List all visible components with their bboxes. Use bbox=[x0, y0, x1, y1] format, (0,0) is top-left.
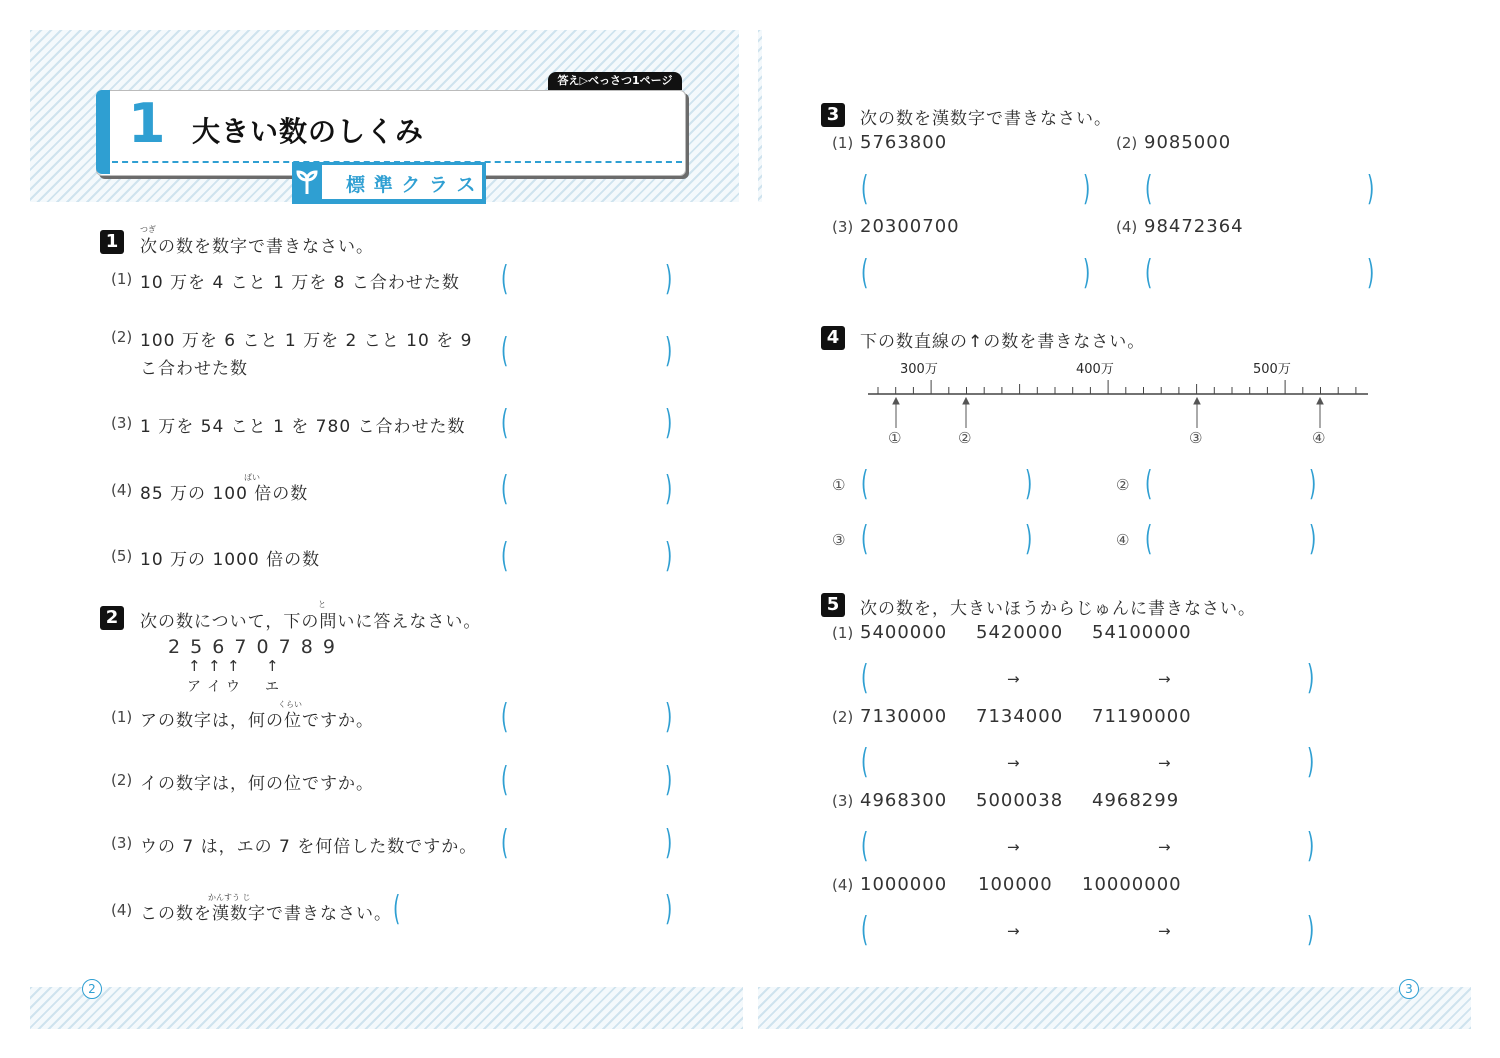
point-1-label: ① bbox=[888, 429, 902, 447]
s2-q3-no: (3) bbox=[111, 834, 133, 852]
section-2-ruby: と bbox=[318, 600, 326, 609]
s5-q3-no: (3) bbox=[832, 792, 854, 810]
s3-q1-text: 5763800 bbox=[860, 132, 948, 153]
s4-answer-3-label: ③ bbox=[832, 531, 846, 549]
s4-answer-1-label: ① bbox=[832, 476, 846, 494]
point-4-label: ④ bbox=[1312, 429, 1326, 447]
s3-q2-paren-close: ) bbox=[1366, 169, 1375, 209]
s1-q5-no: (5) bbox=[111, 547, 133, 565]
s5-q3-arrow-2: → bbox=[1158, 838, 1171, 856]
section-4-number: 4 bbox=[821, 326, 845, 350]
s2-q4-no: (4) bbox=[111, 901, 133, 919]
s5-q1-arrow-1: → bbox=[1007, 670, 1020, 688]
s1-q1-paren-close: ) bbox=[664, 259, 673, 299]
scale-label-500: 500万 bbox=[1253, 362, 1291, 377]
spine-strip bbox=[758, 30, 762, 202]
s5-q4-paren-close: ) bbox=[1306, 910, 1315, 950]
footer-band-left bbox=[30, 987, 743, 1029]
s3-q4-no: (4) bbox=[1116, 218, 1138, 236]
answer-reference-label: 答え▷べっさつ1ページ bbox=[557, 74, 673, 87]
s1-q5-paren-open: ( bbox=[500, 536, 509, 576]
s2-q1-ruby: くらい bbox=[278, 700, 302, 709]
s5-q1-num-3: 54100000 bbox=[1092, 622, 1192, 643]
footer-band-right bbox=[758, 987, 1471, 1029]
s4-a3-paren-open: ( bbox=[860, 519, 869, 559]
s2-q1-paren-close: ) bbox=[664, 697, 673, 737]
s2-q4-paren-close: ) bbox=[664, 889, 673, 929]
s5-q1-num-1: 5400000 bbox=[860, 622, 948, 643]
s2-arrow-u: ↑ bbox=[227, 657, 240, 675]
s1-q4-paren-open: ( bbox=[500, 469, 509, 509]
s5-q3-paren-open: ( bbox=[860, 826, 869, 866]
s5-q4-num-2: 100000 bbox=[978, 874, 1053, 895]
s5-q4-paren-open: ( bbox=[860, 910, 869, 950]
s4-a4-paren-open: ( bbox=[1144, 519, 1153, 559]
s1-q2-paren-close: ) bbox=[664, 331, 673, 371]
s5-q2-paren-close: ) bbox=[1306, 742, 1315, 782]
s2-q4-paren-open: ( bbox=[392, 889, 401, 929]
s2-arrow-e: ↑ bbox=[266, 657, 279, 675]
title-accent-bar bbox=[96, 90, 110, 174]
s1-q1-text: 10 万を 4 こと 1 万を 8 こ合わせた数 bbox=[140, 273, 460, 293]
s3-q1-paren-close: ) bbox=[1082, 169, 1091, 209]
s1-q3-no: (3) bbox=[111, 414, 133, 432]
s5-q3-num-1: 4968300 bbox=[860, 790, 948, 811]
s5-q2-num-3: 71190000 bbox=[1092, 706, 1192, 727]
s1-q4-no: (4) bbox=[111, 481, 133, 499]
s3-q3-paren-open: ( bbox=[860, 253, 869, 293]
s5-q2-num-2: 7134000 bbox=[976, 706, 1064, 727]
section-3-title: 次の数を漢数字で書きなさい。 bbox=[860, 109, 1112, 129]
s1-q1-paren-open: ( bbox=[500, 259, 509, 299]
s2-q4-ruby: かんすう じ bbox=[208, 893, 251, 902]
s1-q5-text: 10 万の 1000 倍の数 bbox=[140, 550, 321, 570]
s2-q3-text: ウの 7 は，エの 7 を何倍した数ですか。 bbox=[140, 837, 478, 857]
s2-q4-text: この数を漢数字で書きなさい。 bbox=[140, 904, 392, 924]
s5-q2-arrow-1: → bbox=[1007, 754, 1020, 772]
s5-q2-paren-open: ( bbox=[860, 742, 869, 782]
scale-label-400: 400万 bbox=[1076, 362, 1114, 377]
s3-q3-text: 20300700 bbox=[860, 216, 960, 237]
number-line bbox=[860, 370, 1380, 440]
s5-q1-paren-open: ( bbox=[860, 658, 869, 698]
s3-q3-no: (3) bbox=[832, 218, 854, 236]
s4-answer-2-label: ② bbox=[1116, 476, 1130, 494]
s5-q1-no: (1) bbox=[832, 624, 854, 642]
s5-q3-paren-close: ) bbox=[1306, 826, 1315, 866]
s3-q3-paren-close: ) bbox=[1082, 253, 1091, 293]
s4-a1-paren-open: ( bbox=[860, 464, 869, 504]
answer-reference-tab bbox=[548, 72, 682, 90]
s5-q1-arrow-2: → bbox=[1158, 670, 1171, 688]
section-2-title: 次の数について，下の問いに答えなさい。 bbox=[140, 612, 482, 632]
section-5-title: 次の数を，大きいほうからじゅんに書きなさい。 bbox=[860, 599, 1256, 619]
s2-arrow-i: ↑ bbox=[208, 657, 221, 675]
scale-label-300: 300万 bbox=[900, 362, 938, 377]
s5-q4-arrow-1: → bbox=[1007, 922, 1020, 940]
s1-q2-text: 100 万を 6 こと 1 万を 2 こと 10 を 9 bbox=[140, 331, 473, 351]
s1-q3-paren-close: ) bbox=[664, 403, 673, 443]
s5-q2-arrow-2: → bbox=[1158, 754, 1171, 772]
s5-q3-arrow-1: → bbox=[1007, 838, 1020, 856]
s2-arrow-a: ↑ bbox=[188, 657, 201, 675]
s5-q2-num-1: 7130000 bbox=[860, 706, 948, 727]
s5-q1-paren-close: ) bbox=[1306, 658, 1315, 698]
s5-q4-arrow-2: → bbox=[1158, 922, 1171, 940]
s3-q1-paren-open: ( bbox=[860, 169, 869, 209]
class-label: 標 準 ク ラ ス bbox=[346, 174, 477, 196]
s2-label-u: ウ bbox=[226, 679, 240, 695]
s2-q3-paren-open: ( bbox=[500, 823, 509, 863]
s3-q1-no: (1) bbox=[832, 134, 854, 152]
page-number-left: 2 bbox=[82, 979, 102, 999]
s5-q4-num-3: 10000000 bbox=[1082, 874, 1182, 895]
s1-q2-no: (2) bbox=[111, 328, 133, 346]
s1-q2-paren-open: ( bbox=[500, 331, 509, 371]
s5-q2-no: (2) bbox=[832, 708, 854, 726]
s1-q4-ruby: ばい bbox=[244, 473, 260, 482]
s5-q4-no: (4) bbox=[832, 876, 854, 894]
s2-number: 2 5 6 7 0 7 8 9 bbox=[168, 636, 337, 658]
s2-q2-paren-close: ) bbox=[664, 760, 673, 800]
section-4-title: 下の数直線の↑の数を書きなさい。 bbox=[860, 332, 1146, 352]
s4-answer-4-label: ④ bbox=[1116, 531, 1130, 549]
s1-q2-text-line2: こ合わせた数 bbox=[140, 359, 248, 379]
section-2-number: 2 bbox=[100, 606, 124, 630]
s2-q2-no: (2) bbox=[111, 771, 133, 789]
point-2-label: ② bbox=[958, 429, 972, 447]
section-1-title: 次の数を数字で書きなさい。 bbox=[140, 237, 374, 257]
s2-q2-text: イの数字は，何の位ですか。 bbox=[140, 774, 374, 794]
s1-q3-text: 1 万を 54 こと 1 を 780 こ合わせた数 bbox=[140, 417, 466, 437]
s2-q1-no: (1) bbox=[111, 708, 133, 726]
s5-q3-num-2: 5000038 bbox=[976, 790, 1064, 811]
s2-q2-paren-open: ( bbox=[500, 760, 509, 800]
s3-q4-paren-open: ( bbox=[1144, 253, 1153, 293]
s3-q4-text: 98472364 bbox=[1144, 216, 1244, 237]
s2-label-e: エ bbox=[265, 679, 279, 695]
s3-q2-no: (2) bbox=[1116, 134, 1138, 152]
page-number-right: 3 bbox=[1399, 979, 1419, 999]
s2-label-i: イ bbox=[207, 679, 221, 695]
s4-a2-paren-close: ) bbox=[1308, 464, 1317, 504]
s5-q1-num-2: 5420000 bbox=[976, 622, 1064, 643]
s5-q3-num-3: 4968299 bbox=[1092, 790, 1180, 811]
s4-a2-paren-open: ( bbox=[1144, 464, 1153, 504]
point-3-label: ③ bbox=[1189, 429, 1203, 447]
s2-q3-paren-close: ) bbox=[664, 823, 673, 863]
lesson-title: 大きい数のしくみ bbox=[192, 115, 425, 148]
s1-q1-no: (1) bbox=[111, 270, 133, 288]
section-3-number: 3 bbox=[821, 103, 845, 127]
s2-label-a: ア bbox=[187, 679, 201, 695]
s5-q4-num-1: 1000000 bbox=[860, 874, 948, 895]
s4-a1-paren-close: ) bbox=[1024, 464, 1033, 504]
s4-a4-paren-close: ) bbox=[1308, 519, 1317, 559]
sprout-icon bbox=[295, 168, 319, 200]
s1-q4-paren-close: ) bbox=[664, 469, 673, 509]
lesson-number: 1 bbox=[128, 92, 166, 155]
s1-q3-paren-open: ( bbox=[500, 403, 509, 443]
s4-a3-paren-close: ) bbox=[1024, 519, 1033, 559]
section-5-number: 5 bbox=[821, 593, 845, 617]
s1-q4-text: 85 万の 100 倍の数 bbox=[140, 484, 309, 504]
s2-q1-text: アの数字は，何の位ですか。 bbox=[140, 711, 374, 731]
s3-q2-text: 9085000 bbox=[1144, 132, 1232, 153]
s3-q2-paren-open: ( bbox=[1144, 169, 1153, 209]
section-1-ruby: つぎ bbox=[140, 225, 156, 234]
s2-q1-paren-open: ( bbox=[500, 697, 509, 737]
s3-q4-paren-close: ) bbox=[1366, 253, 1375, 293]
section-1-number: 1 bbox=[100, 230, 124, 254]
s1-q5-paren-close: ) bbox=[664, 536, 673, 576]
